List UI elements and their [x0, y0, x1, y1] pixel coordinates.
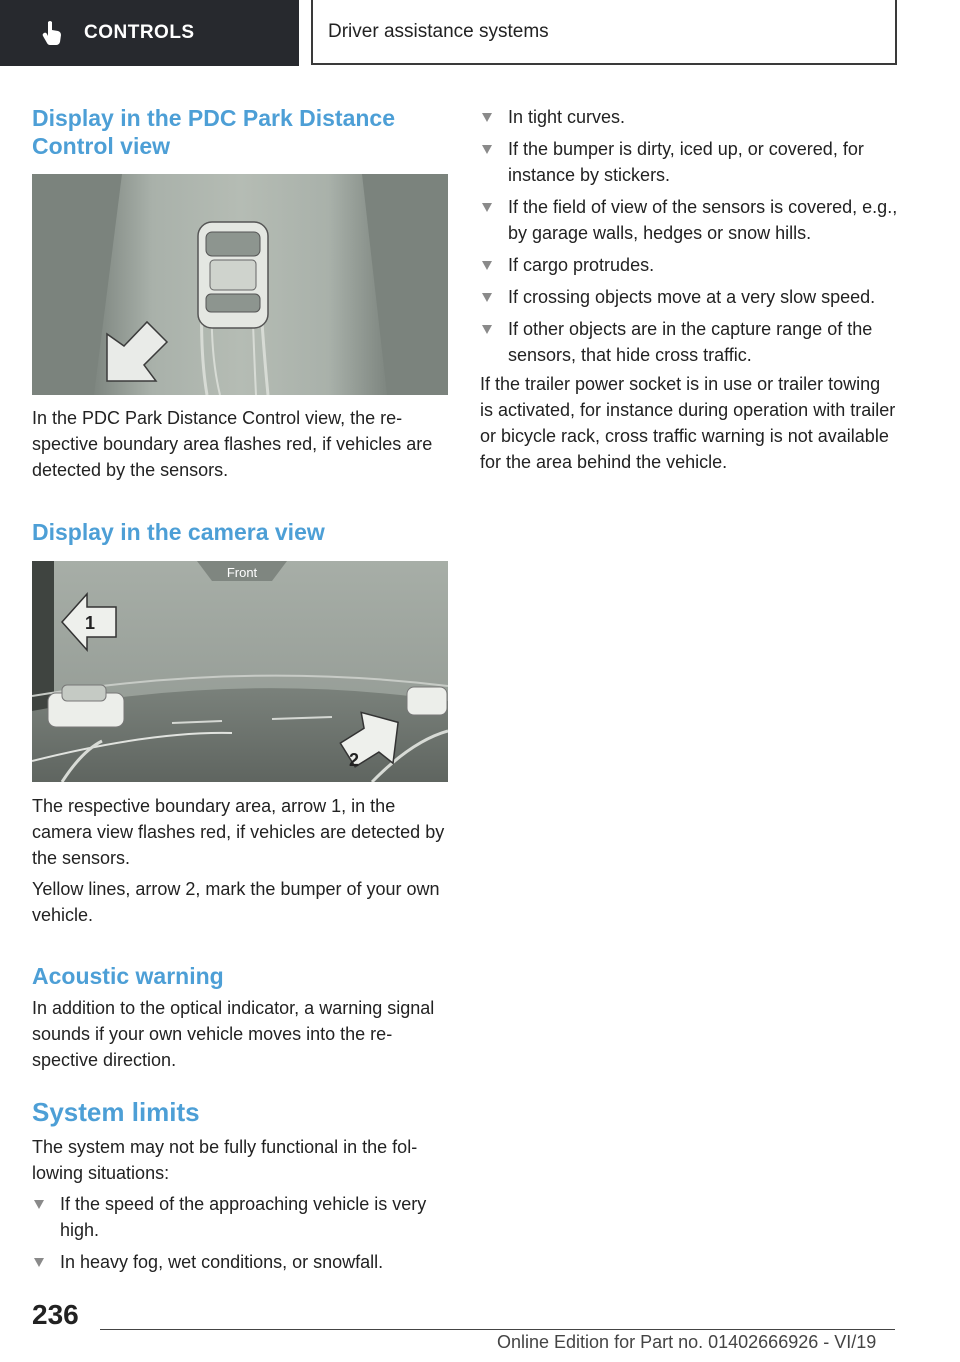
triangle-bullet-icon: [34, 1200, 44, 1209]
header-chapter-box: [311, 0, 897, 65]
list-item: If the field of view of the sensors is covered, e.g., by garage walls, hedges or snow hills.: [480, 194, 898, 246]
pdc-view-figure: [32, 174, 448, 395]
paragraph-camera-1: The respective boundary area, arrow 1, in the camera view flashes red, if vehicles are detected by the sensors.: [32, 796, 445, 868]
camera-front-label: Front: [226, 565, 258, 580]
header-section-tab: [0, 0, 299, 66]
list-item: If the speed of the approaching vehicle is very high.: [32, 1191, 450, 1243]
list-item: If the bumper is dirty, iced up, or covered, for instance by stickers.: [480, 136, 898, 188]
paragraph-pdc: In the PDC Park Distance Control view, the respective boundary area flashes red, if vehicles are detected by the sensors.: [32, 408, 433, 480]
heading-system-limits: System limits: [32, 1097, 200, 1127]
heading-acoustic-warning: Acoustic warning: [32, 963, 224, 989]
triangle-bullet-icon: [482, 325, 492, 334]
triangle-bullet-icon: [482, 145, 492, 154]
paragraph-limits: The system may not be fully functional in the following situations:: [32, 1137, 418, 1183]
list-item: If other objects are in the capture range of the sensors, that hide cross traffic.: [480, 316, 898, 368]
paragraph-acoustic: In addition to the optical indicator, a warning signal sounds if your own vehicle moves into the respective direction.: [32, 998, 435, 1070]
triangle-bullet-icon: [34, 1258, 44, 1267]
triangle-bullet-icon: [482, 293, 492, 302]
list-item: In tight curves.: [480, 104, 898, 130]
paragraph-camera-2: Yellow lines, arrow 2, mark the bumper of your own vehicle.: [32, 879, 440, 925]
footer-edition: Online Edition for Part no. 01402666926 - VI/19: [497, 1332, 877, 1352]
footer-divider: [100, 1329, 895, 1330]
limits-list-left: [32, 1191, 450, 1275]
camera-arrow-1-label: 1: [84, 613, 96, 633]
page-number: 236: [32, 1299, 79, 1330]
camera-view-figure: [32, 561, 448, 782]
triangle-bullet-icon: [482, 113, 492, 122]
heading-pdc-view: Display in the PDC Park Distance Control view: [32, 105, 396, 159]
paragraph-trailer: If the trailer power socket is in use or trailer towing is activated, for instance during operation with trailer or bicycle rack, cross traffic warning is not available for the area behind the vehicle.: [480, 374, 896, 472]
camera-arrow-2-label: 2: [348, 750, 360, 770]
triangle-bullet-icon: [482, 203, 492, 212]
list-item: If crossing objects move at a very slow speed.: [480, 284, 898, 310]
triangle-bullet-icon: [482, 261, 492, 270]
header-section-title: CONTROLS: [84, 22, 195, 43]
heading-camera-view: Display in the camera view: [32, 519, 325, 545]
hand-pointer-icon: [42, 20, 64, 46]
limits-list-right: [480, 104, 898, 368]
list-item: If cargo protrudes.: [480, 252, 898, 278]
header-chapter-title: Driver assistance systems: [328, 20, 549, 42]
list-item: In heavy fog, wet conditions, or snowfall.: [32, 1249, 450, 1275]
